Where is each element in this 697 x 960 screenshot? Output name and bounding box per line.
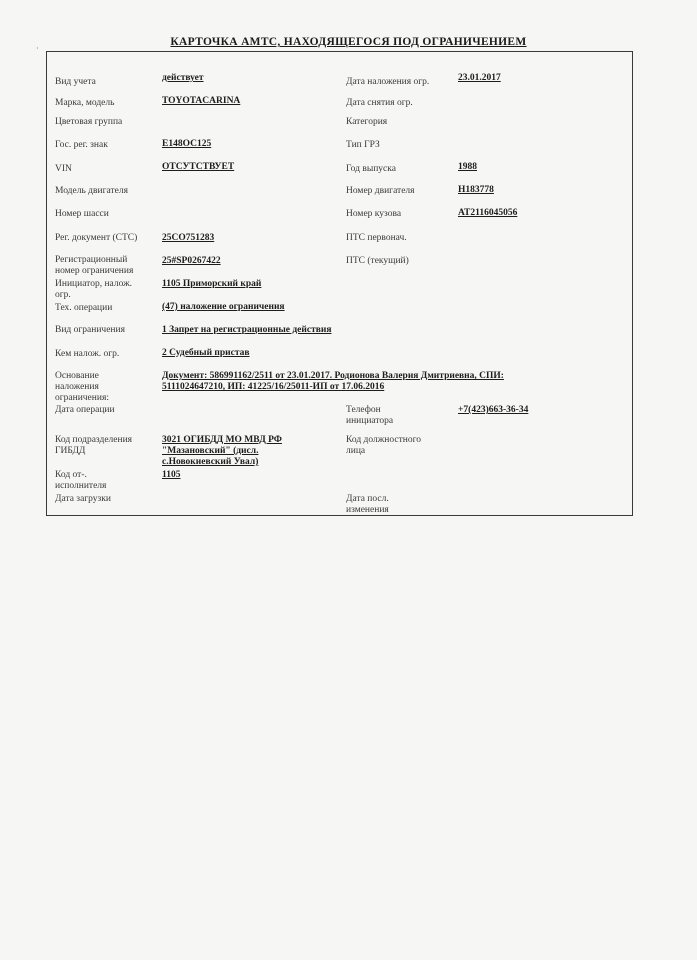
- label-initiator: Инициатор, налож. огр.: [55, 279, 133, 300]
- label-operation-date: Дата операции: [55, 405, 115, 415]
- label-executor-code: Код от-. исполнителя: [55, 470, 107, 491]
- scan-speck: ·: [36, 44, 39, 53]
- document-title: КАРТОЧКА АМТС, НАХОДЯЩЕГОСЯ ПОД ОГРАНИЧЕНИЕМ: [170, 36, 527, 48]
- label-vin: VIN: [55, 164, 72, 174]
- label-official-code: Код должностного лица: [346, 435, 421, 456]
- value-executor-code: 1105: [162, 470, 181, 480]
- label-gibdd-unit-code: Код подразделения ГИБДД: [55, 435, 133, 456]
- label-engine-model: Модель двигателя: [55, 186, 128, 196]
- value-record-type: действует: [162, 73, 204, 83]
- label-pts-original: ПТС первонач.: [346, 233, 407, 243]
- label-chassis-number: Номер шасси: [55, 209, 109, 219]
- value-restriction-basis: Документ: 586991162/2511 от 23.01.2017. Родионова Валерия Дмитриевна, СПИ: 5111024647210, ИП: 41225/16/25011-ИП от 17.06.2016: [162, 371, 504, 392]
- label-last-modified: Дата посл. изменения: [346, 494, 389, 515]
- label-category: Категория: [346, 117, 388, 127]
- label-plate-type: Тип ГРЗ: [346, 140, 380, 150]
- value-tech-operation: (47) наложение ограничения: [162, 302, 285, 312]
- value-plate-number: Е148ОС125: [162, 139, 212, 149]
- value-reg-document: 25СО751283: [162, 233, 215, 243]
- label-pts-current: ПТС (текущий): [346, 256, 409, 266]
- value-restriction-type: 1 Запрет на регистрационные действия: [162, 325, 332, 335]
- label-imposed-date: Дата наложения огр.: [346, 77, 430, 87]
- label-plate-number: Гос. рег. знак: [55, 140, 108, 150]
- value-initiator: 1105 Приморский край: [162, 279, 262, 289]
- value-imposed-by: 2 Судебный пристав: [162, 348, 250, 358]
- label-restriction-type: Вид ограничения: [55, 325, 125, 335]
- label-initiator-phone: Телефон инициатора: [346, 405, 394, 426]
- value-imposed-date: 23.01.2017: [458, 73, 501, 83]
- label-record-type: Вид учета: [55, 77, 96, 87]
- label-body-number: Номер кузова: [346, 209, 402, 219]
- label-upload-date: Дата загрузки: [55, 494, 112, 504]
- label-imposed-by: Кем налож. огр.: [55, 349, 120, 359]
- value-initiator-phone: +7(423)663-36-34: [458, 405, 529, 415]
- value-manufacture-year: 1988: [458, 162, 477, 172]
- value-restriction-number: 25#SP0267422: [162, 256, 221, 266]
- label-restriction-number: Регистрационный номер ограничения: [55, 255, 134, 276]
- value-vin: ОТСУТСТВУЕТ: [162, 162, 235, 172]
- label-lifted-date: Дата снятия огр.: [346, 98, 413, 108]
- label-tech-operation: Тех. операции: [55, 303, 113, 313]
- label-make-model: Марка, модель: [55, 98, 115, 108]
- label-restriction-basis: Основание наложения ограничения:: [55, 371, 109, 403]
- label-reg-document: Рег. документ (СТС): [55, 233, 138, 243]
- value-make-model: TOYOTACARINA: [162, 96, 241, 106]
- value-body-number: АТ2116045056: [458, 208, 518, 218]
- card-frame: [46, 51, 633, 516]
- label-color-group: Цветовая группа: [55, 117, 123, 127]
- label-manufacture-year: Год выпуска: [346, 164, 396, 174]
- value-engine-number: Н183778: [458, 185, 494, 195]
- value-gibdd-unit-code: 3021 ОГИБДД МО МВД РФ "Мазановский" (дисл. с.Новокиевский Увал): [162, 435, 282, 467]
- label-engine-number: Номер двигателя: [346, 186, 415, 196]
